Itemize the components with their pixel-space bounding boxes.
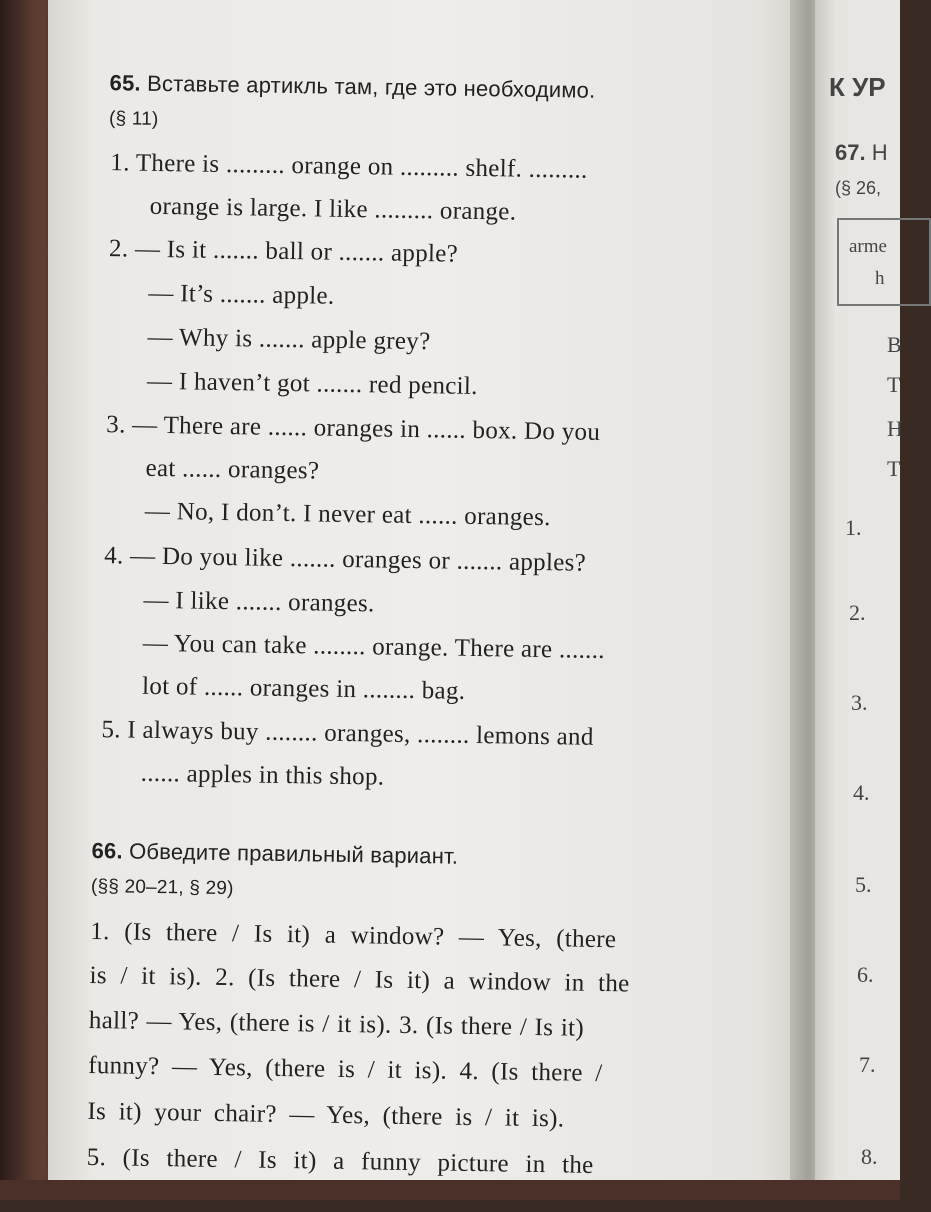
item-number: 6. <box>857 962 874 987</box>
side-letter: В <box>887 332 902 357</box>
item-number: 7. <box>859 1052 876 1077</box>
item-number: 3. <box>851 690 868 715</box>
right-page-header: К УР <box>829 72 886 102</box>
ex66-line: 5. (Is there / Is it) a funny picture in the <box>86 1143 594 1179</box>
ex67-ref: (§ 26, <box>835 178 882 198</box>
ex65-heading <box>109 68 595 106</box>
ex65-line: — No, I don’t. I never eat ...... oranges. <box>144 497 551 532</box>
ex65-line: ...... apples in this shop. <box>140 759 385 791</box>
ex66-line: 1. (Is there / Is it) a window? — Yes, (there <box>90 917 617 954</box>
ex65-number: 65. <box>109 70 142 96</box>
ex66-line: is / it is). 2. (Is there / Is it) a window in the <box>89 961 630 998</box>
ex65-line: 3. — There are ...... oranges in ...... box. Do you <box>106 411 601 446</box>
ex65-line: lot of ...... oranges in ........ bag. <box>141 672 466 705</box>
ex65-line: eat ...... oranges? <box>145 454 320 485</box>
ex65-line: 5. I always buy ........ oranges, ........ lemons and <box>101 716 594 751</box>
item-number: 5. <box>855 872 872 897</box>
ex67-fragment: Н <box>871 140 888 165</box>
item-number: 1. <box>845 515 862 540</box>
ex65-ref: (§ 11) <box>108 108 159 130</box>
ex67-number: 67. <box>835 140 866 165</box>
item-number: 8. <box>861 1144 878 1169</box>
side-letter: Т <box>887 456 901 481</box>
side-letter: Н <box>887 416 903 441</box>
ex66-ref: (§§ 20–21, § 29) <box>90 875 234 900</box>
ex66-instruction: Обведите правильный вариант. <box>128 838 459 869</box>
ex65-line: 2. — Is it ....... ball or ....... apple? <box>108 235 459 268</box>
ex66-number: 66. <box>91 837 123 864</box>
ex66-line: funny? — Yes, (there is / it is). 4. (Is there / <box>87 1051 603 1088</box>
side-letter: Т <box>887 372 901 397</box>
ex65-line: 4. — Do you like ....... oranges or ....... apples? <box>104 542 587 577</box>
ex65-line: — It’s ....... apple. <box>148 279 335 310</box>
ex65-line: orange is large. I like ......... orange. <box>149 192 517 226</box>
ex66-line: hall? — Yes, (there is / it is). 3. (Is there / Is it) <box>88 1006 585 1042</box>
ex65-line: 1. There is ......... orange on ......... shelf. ......... <box>110 149 588 184</box>
ex65-line: — You can take ........ orange. There are ....... <box>142 629 606 665</box>
ex65-line: — I like ....... oranges. <box>143 586 375 618</box>
ex66-heading <box>91 836 458 872</box>
word-box-text-1: arme <box>849 236 887 257</box>
ex65-line: — Why is ....... apple grey? <box>147 323 431 356</box>
ex66-line: Is it) your chair? — Yes, (there is / it is). <box>87 1097 565 1133</box>
ex65-instruction: Вставьте артикль там, где это необходимо. <box>146 70 596 103</box>
word-box-text-2: h <box>875 268 885 289</box>
item-number: 4. <box>853 780 870 805</box>
ex65-line: — I haven’t got ....... red pencil. <box>146 367 478 400</box>
item-number: 2. <box>849 600 866 625</box>
